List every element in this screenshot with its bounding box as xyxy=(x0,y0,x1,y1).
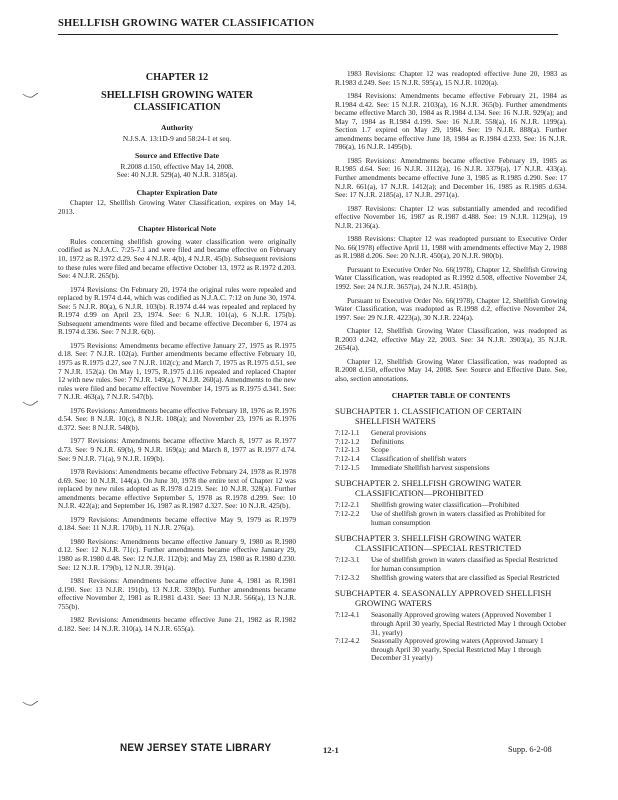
section-number: 7:12-2.2 xyxy=(335,508,360,518)
header-rule xyxy=(58,34,558,35)
subchapter-heading-line: SUBCHAPTER 4. SEASONALLY APPROVED SHELLFISH xyxy=(335,588,552,599)
section-title: Seasonally Approved growing waters (Approved January 1 through April 30 yearly, Special Restricted May 1 through December 31 yearly) xyxy=(371,636,544,663)
left-column xyxy=(58,72,296,638)
expiration-block xyxy=(58,189,296,217)
toc-entry[interactable] xyxy=(335,637,567,663)
subchapter-heading xyxy=(335,479,567,498)
history-paragraph: 1982 Revisions: Amendments became effective June 21, 1982 as R.1982 d.182. See: 14 N.J.R. 310(a), 14 N.J.R. 655(a). xyxy=(58,615,296,633)
subchapter-heading-line: GROWING WATERS xyxy=(355,597,432,608)
section-title: Scope xyxy=(371,445,389,455)
subchapter-block xyxy=(335,479,567,527)
section-title: Definitions xyxy=(371,436,404,446)
section-number: 7:12-3.2 xyxy=(335,572,360,582)
history-paragraph: 1987 Revisions: Chapter 12 was substantially amended and recodified effective November 16, 1987 as R.1987 d.488. See: 19 N.J.R. 1129(a), 19 N.J.R. 2136(a). xyxy=(335,203,567,230)
section-number: 7:12-4.2 xyxy=(335,636,360,646)
history-paragraph: 1984 Revisions: Amendments became effective February 21, 1984 as R.1984 d.42. See: 15 N.J.R. 2103(a), 16 N.J.R. 365(b). Further amendments became effective March 30, 1984 as R.1984 d.134. See: 16 N.J.R. 929(a); and May 7, 1984 as R.1984 d.199. See: 16 N.J.R. 558(a), 16 N.J.R. 1199(a). Section 1.7 expired on May 29, 1984. See: 19 N.J.R. 888(a). Further amendments became effective June 18, 1984 as R.1984 d.233. See: 16 N.J.R. 786(a), 16 N.J.R. 1495(b). xyxy=(335,91,567,152)
subchapter-heading xyxy=(335,407,567,426)
expiration-heading: Chapter Expiration Date xyxy=(136,187,218,197)
authority-block xyxy=(58,124,296,143)
history-paragraph: 1975 Revisions: Amendments became effective January 27, 1975 as R.1975 d.18. See: 7 N.J.R. 102(a). Further amendments became effective February 10, 1975 as R.1975 d.27, see 7 N.J.R. 102(c); and March 7, 1975 as R.1975 d.51, see 7 N.J.R. 152(a). On May 1, 1975, R.1975 d.116 repealed and replaced Chapter 12 with new rules. See: 7 N.J.R. 149(a), 7 N.J.R. 260(a). Amendments to the new rules were filed and became effective November 14, 1975 as R.1975 d.341. See: 7 N.J.R. 463(a), 7 N.J.R. 547(b). xyxy=(58,340,296,402)
subchapter-heading-line: CLASSIFICATION—SPECIAL RESTRICTED xyxy=(355,542,522,553)
source-heading: Source and Effective Date xyxy=(134,151,219,161)
history-paragraph: 1985 Revisions: Amendments became effective February 19, 1985 as R.1985 d.64. See: 16 N.J.R. 3112(a), 16 N.J.R. 3379(a), 17 N.J.R. 433(a). Further amendments became effective June 3, 1985 as R.1985 d.290. See: 17 N.J.R. 661(a), 17 N.J.R. 1412(a); and December 16, 1985 as R.1985 d.634. See: 17 N.J.R. 2185(a), 17 N.J.R. 2971(a). xyxy=(335,155,567,200)
history-paragraph: 1980 Revisions: Amendments became effective January 9, 1980 as R.1980 d.12. See: 12 N.J.R. 71(c). Further amendments became effective January 29, 1980 as R.1980 d.48. See: 12 N.J.R. 112(b); and May 23, 1980 as R.1980 d.230. See: 12 N.J.R. 179(b), 12 N.J.R. 391(a). xyxy=(58,536,296,572)
toc-entry[interactable] xyxy=(335,556,567,573)
section-title: Shellfish growing waters that are classified as Special Restricted xyxy=(371,572,560,582)
history-paragraph: 1983 Revisions: Chapter 12 was readopted effective June 20, 1983 as R.1983 d.249. See: 15 N.J.R. 595(a), 15 N.J.R. 1020(a). xyxy=(335,69,567,87)
section-title: Classification of shellfish waters xyxy=(371,454,467,464)
section-number: 7:12-1.1 xyxy=(335,428,360,438)
history-paragraph: 1976 Revisions: Amendments became effective February 18, 1976 as R.1976 d.54. See: 8 N.J.R. 10(c), 8 N.J.R. 108(a); and November 23, 1976 as R.1976 d.372. See: 8 N.J.R. 548(b). xyxy=(58,405,296,432)
history-paragraph: 1981 Revisions: Amendments became effective June 4, 1981 as R.1981 d.190. See: 13 N.J.R. 191(b), 13 N.J.R. 339(b). Further amendments became effective November 2, 1981 as R.1981 d.431. See: 13 N.J.R. 566(a), 13 N.J.R. 755(b). xyxy=(58,576,296,611)
section-number: 7:12-3.1 xyxy=(335,555,360,565)
history-paragraph: Pursuant to Executive Order No. 66(1978), Chapter 12, Shellfish Growing Water Classification, was readopted as R.1998 d.2, effective November 24, 1997. See: 29 N.J.R. 4223(a), 30 N.J.R. 224(a). xyxy=(335,295,567,322)
toc-entry[interactable] xyxy=(335,574,567,583)
authority-text: N.J.S.A. 13:1D-9 and 58:24-1 et seq. xyxy=(122,133,232,143)
history-paragraph: Rules concerning shellfish growing water classification were originally codified as N.J.A.C. 7:25-7.1 and were filed and became effective on February 10, 1972 as R.1972 d.29. See 4 N.J.R. 4(b), 4 N.J.R. 45(b). Subsequent revisions to these rules were filed and became effective October 13, 1972 as R.1972 d.203. See: 4 N.J.R. 265(b). xyxy=(58,236,296,281)
section-number: 7:12-1.4 xyxy=(335,454,360,464)
section-title: Seasonally Approved growing waters (Approved November 1 through April 30 yearly, Special Restricted May 1 through October 31, yearly) xyxy=(371,610,567,637)
authority-heading: Authority xyxy=(160,123,194,132)
margin-tick-mark-icon xyxy=(22,400,40,408)
library-stamp: NEW JERSEY STATE LIBRARY xyxy=(120,742,272,754)
history-paragraph: Chapter 12, Shellfish Growing Water Classification, was readopted as R.2008 d.150, effective May 14, 2008. See: Source and Effective Date. See, also, section annotations. xyxy=(335,356,567,383)
expiration-text: Chapter 12, Shellfish Growing Water Classification, expires on May 14, 2013. xyxy=(58,198,296,216)
section-number: 7:12-1.2 xyxy=(335,436,360,446)
margin-tick-mark-icon xyxy=(22,92,40,100)
toc-title: CHAPTER TABLE OF CONTENTS xyxy=(391,390,511,400)
running-header: SHELLFISH GROWING WATER CLASSIFICATION xyxy=(58,18,315,29)
history-paragraph: 1988 Revisions: Chapter 12 was readopted pursuant to Executive Order No. 66(1978) effective April 11, 1988 with amendments effective May 2, 1988 as R.1988 d.206. See: 20 N.J.R. 450(a), 20 N.J.R. 980(b). xyxy=(335,234,567,261)
subchapter-heading xyxy=(335,589,567,608)
history-heading: Chapter Historical Note xyxy=(138,224,216,234)
subchapter-heading-line: CLASSIFICATION—PROHIBITED xyxy=(355,487,484,498)
subchapter-heading-line: SUBCHAPTER 3. SHELLFISH GROWING WATER xyxy=(335,533,522,544)
subchapter-heading xyxy=(335,534,567,553)
toc-entry[interactable] xyxy=(335,438,567,447)
supplement-date: Supp. 6-2-08 xyxy=(508,745,552,754)
right-column xyxy=(335,70,567,663)
subchapter-block xyxy=(335,534,567,582)
history-paragraph: 1979 Revisions: Amendments became effective May 9, 1979 as R.1979 d.184. See: 11 N.J.R. 170(b), 11 N.J.R. 276(a). xyxy=(58,514,296,533)
section-title: General provisions xyxy=(371,428,427,438)
section-number: 7:12-1.3 xyxy=(335,445,360,455)
page-number: 12-1 xyxy=(323,745,339,755)
subchapter-block xyxy=(335,589,567,663)
section-number: 7:12-1.5 xyxy=(335,462,360,472)
source-line: See: 40 N.J.R. 529(a), 40 N.J.R. 3185(a). xyxy=(116,170,238,180)
toc-entry[interactable] xyxy=(335,611,567,637)
history-paragraph: 1978 Revisions: Amendments became effective February 24, 1978 as R.1978 d.69. See: 10 N.J.R. 144(a). On June 30, 1978 the entire text of Chapter 12 was replaced by new rules adopted as R.1978 d.219. See: 10 N.J.R. 328(a). Further amendments became effective September 5, 1978 as R.1978 d.299. See: 10 N.J.R. 422(a); and September 16, 1987 as R.1987 d.327. See: 10 N.J.R. 425(b). xyxy=(58,467,296,511)
subchapter-heading-line: SUBCHAPTER 2. SHELLFISH GROWING WATER xyxy=(335,478,522,489)
section-title: Shellfish growing water classification—Prohibited xyxy=(371,500,520,510)
toc-entry[interactable] xyxy=(335,510,567,527)
section-number: 7:12-4.1 xyxy=(335,610,360,620)
history-paragraph: 1977 Revisions: Amendments became effective March 8, 1977 as R.1977 d.73. See: 9 N.J.R. 69(b), 9 N.J.R. 169(a); and March 8, 1977 as R.1977 d.74. See: 9 N.J.R. 71(a), 9 N.J.R. 169(b). xyxy=(58,436,296,463)
section-title: Immediate Shellfish harvest suspensions xyxy=(371,462,490,472)
chapter-number: CHAPTER 12 xyxy=(145,72,209,83)
source-block xyxy=(58,152,296,180)
history-paragraph: Chapter 12, Shellfish Growing Water Classification, was readopted as R.2003 d.242, effective May 22, 2003. See: 34 N.J.R. 3903(a), 35 N.J.R. 2654(a). xyxy=(335,326,567,353)
section-number: 7:12-2.1 xyxy=(335,500,360,510)
source-line: R.2008 d.150, effective May 14, 2008. xyxy=(120,161,234,171)
subchapter-heading-line: SUBCHAPTER 1. CLASSIFICATION OF CERTAIN xyxy=(335,406,522,417)
subchapter-block xyxy=(335,407,567,472)
margin-tick-mark-icon xyxy=(22,700,40,708)
history-paragraph: Pursuant to Executive Order No. 66(1978), Chapter 12, Shellfish Growing Water Classification, was readopted as R.1992 d.508, effective November 24, 1992. See: 24 N.J.R. 3657(a), 24 N.J.R. 4518(b). xyxy=(335,264,567,292)
toc-entry[interactable] xyxy=(335,429,567,438)
chapter-title: SHELLFISH GROWING WATER CLASSIFICATION xyxy=(101,90,253,113)
subchapter-heading-line: SHELLFISH WATERS xyxy=(355,415,436,426)
section-title: Use of shellfish grown in waters classified as Prohibited for human consumption xyxy=(371,508,546,527)
section-title: Use of shellfish grown in waters classified as Special Restricted for human consumption xyxy=(371,555,558,573)
toc-entry[interactable] xyxy=(335,464,567,473)
history-paragraph: 1974 Revisions: On February 20, 1974 the original rules were repealed and replaced by R.1974 d.44, which was codified as N.J.A.C. 7:12 on June 30, 1974. See: 5 N.J.R. 80(a), 6 N.J.R. 103(b). R.1974 d.44 was repealed and replaced by R.1974 d.99 on April 23, 1974. See: 6 N.J.R. 101(a), 6 N.J.R. 175(b). Subsequent amendments were filed and became effective December 6, 1974 as R.1974 d.336. See: 7 N.J.R. 6(b). xyxy=(58,284,296,337)
